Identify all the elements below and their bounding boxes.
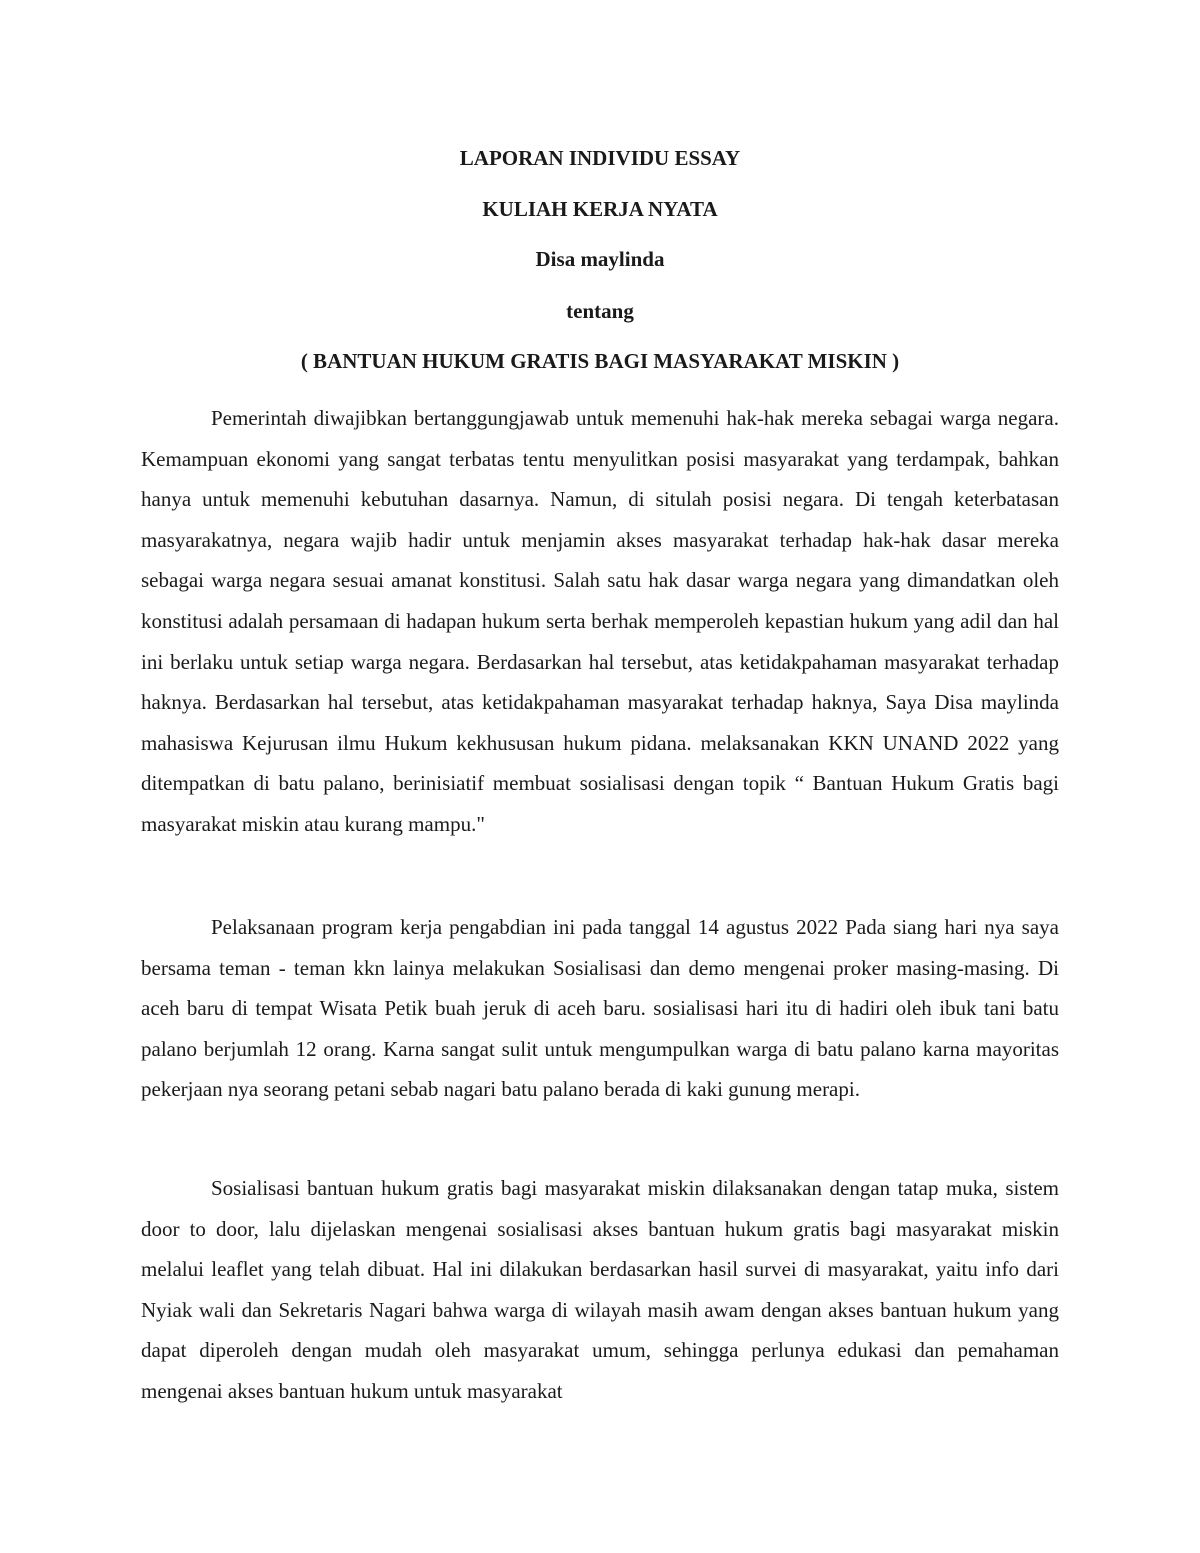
paragraph-1: Pemerintah diwajibkan bertanggungjawab untuk memenuhi hak-hak mereka sebagai warga negara. Kemampuan ekonomi yang sangat terbatas tentu menyulitkan posisi masyarakat yang terdampak, bahkan hanya untuk memenuhi kebutuhan dasarnya. Namun, di situlah posisi negara. Di tengah keterbatasan masyarakatnya, negara wajib hadir untuk menjamin akses masyarakat terhadap hak-hak dasar mereka sebagai warga negara sesuai amanat konstitusi. Salah satu hak dasar warga negara yang dimandatkan oleh konstitusi adalah persamaan di hadapan hukum serta berhak memperoleh kepastian hukum yang adil dan hal ini berlaku untuk setiap warga negara. Berdasarkan hal tersebut, atas ketidakpahaman masyarakat terhadap haknya. Berdasarkan hal tersebut, atas ketidakpahaman masyarakat terhadap haknya, Saya Disa maylinda mahasiswa Kejurusan ilmu Hukum kekhususan hukum pidana. melaksanakan KKN UNAND 2022 yang ditempatkan di batu palano, berinisiatif membuat sosialisasi dengan topik “ Bantuan Hukum Gratis bagi masyarakat miskin atau kurang mampu." (141, 406, 1059, 836)
paragraph-2: Pelaksanaan program kerja pengabdian ini pada tanggal 14 agustus 2022 Pada siang hari nya saya bersama teman - teman kkn lainya melakukan Sosialisasi dan demo mengenai proker masing-masing. Di aceh baru di tempat Wisata Petik buah jeruk di aceh baru. sosialisasi hari itu di hadiri oleh ibuk tani batu palano berjumlah 12 orang. Karna sangat sulit untuk mengumpulkan warga di batu palano karna mayoritas pekerjaan nya seorang petani sebab nagari batu palano berada di kaki gunung merapi. (141, 915, 1059, 1102)
paragraph-3: Sosialisasi bantuan hukum gratis bagi masyarakat miskin dilaksanakan dengan tatap muka, sistem door to door, lalu dijelaskan mengenai sosialisasi akses bantuan hukum gratis bagi masyarakat miskin melalui leaflet yang telah dibuat. Hal ini dilakukan berdasarkan hasil survei di masyarakat, yaitu info dari Nyiak wali dan Sekretaris Nagari bahwa warga di wilayah masih awam dengan akses bantuan hukum yang dapat diperoleh dengan mudah oleh masyarakat umum, sehingga perlunya edukasi dan pemahaman mengenai akses bantuan hukum untuk masyarakat (141, 1176, 1059, 1403)
report-title: LAPORAN INDIVIDU ESSAY (459, 146, 741, 170)
author-name: Disa maylinda (535, 247, 665, 271)
report-topic: ( BANTUAN HUKUM GRATIS BAGI MASYARAKAT MISKIN ) (300, 349, 900, 373)
about-label: tentang (566, 299, 634, 323)
report-subtitle: KULIAH KERJA NYATA (482, 197, 718, 221)
